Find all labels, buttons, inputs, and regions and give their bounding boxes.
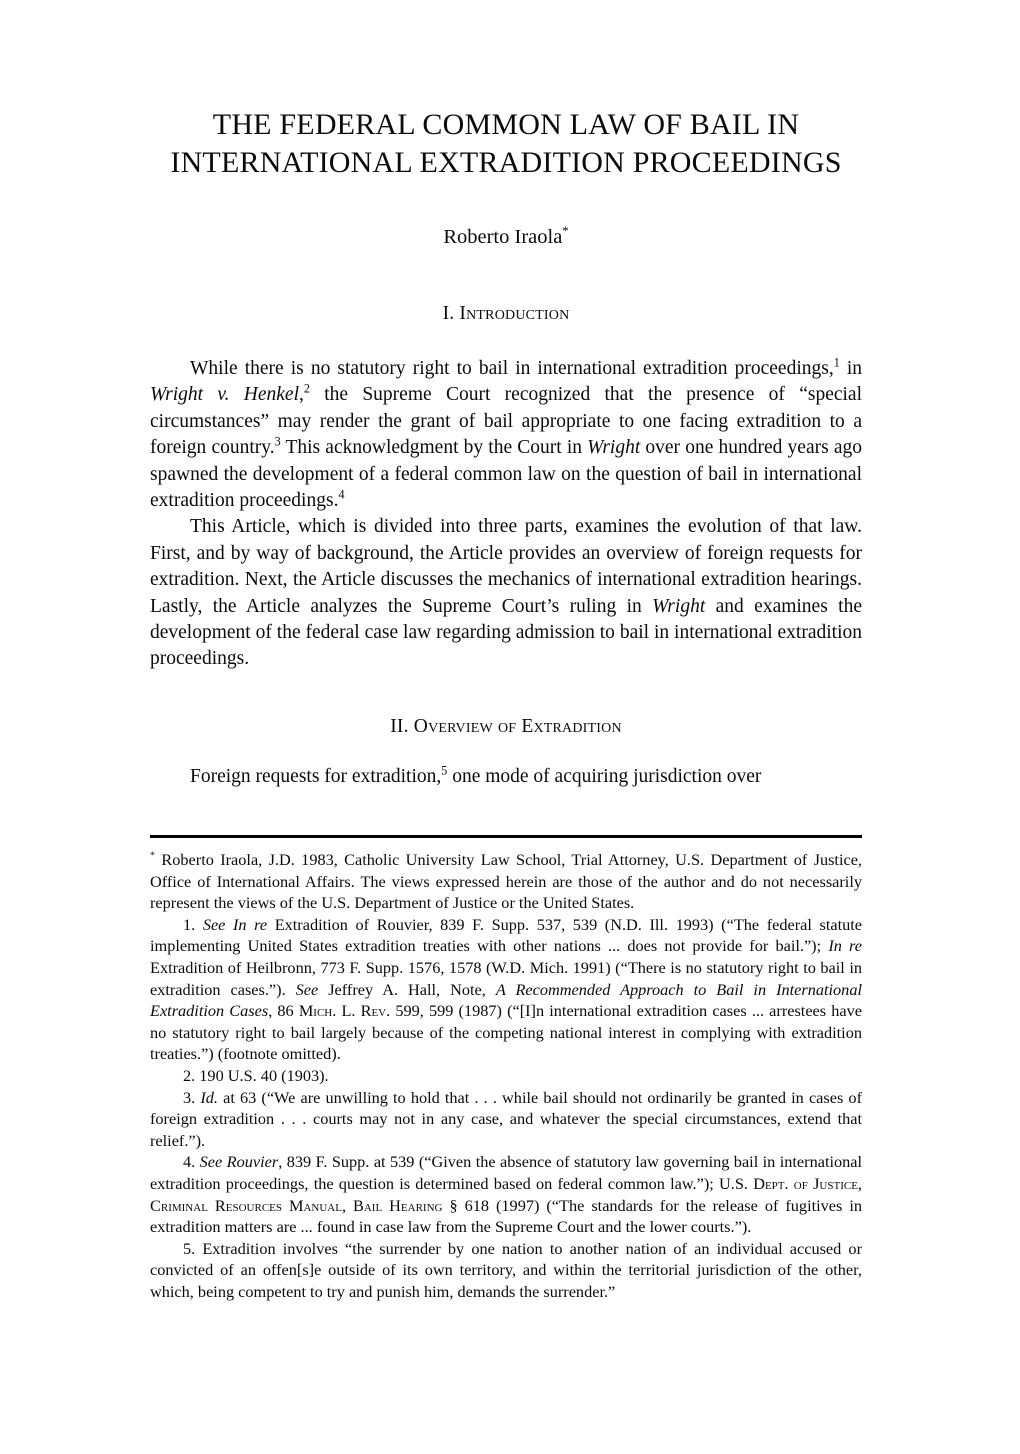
footnote-separator-rule [150, 835, 862, 838]
intro-paragraph-2: This Article, which is divided into three parts, examines the evolution of that law. First, and by way of background, the Article provides an overview of foreign requests for extradition. Next, the Article discusses the mechanics of international extradition hearings. Lastly, the Article analyzes the Supreme Court’s ruling in Wright and examines the development of the federal case law regarding admission to bail in international extradition proceedings. [150, 516, 863, 670]
overview-paragraph-1: Foreign requests for extradition,$^5$ one mode of acquiring jurisdiction over [190, 763, 762, 787]
overview-body [150, 764, 862, 790]
article-title-line2: INTERNATIONAL EXTRADITION PROCEEDINGS [170, 146, 842, 179]
introduction-body [150, 356, 862, 673]
footnotes-section [150, 849, 862, 1302]
footnote-3: 3. Id. at 63 (“We are unwilling to hold that . . . while bail should not ordinarily be granted in cases of foreign extradition . . . courts may not in any case, and whatever the special circumstances, extend that relief.”). [150, 1087, 862, 1150]
footnote-star: * Roberto Iraola, J.D. 1983, Catholic University Law School, Trial Attorney, U.S. Department of Justice, Office of International Affairs. The views expressed herein are those of the author and do not necessarily represent the views of the U.S. Department of Justice or the United States. [150, 850, 862, 913]
footnote-1: 1. See In re Extradition of Rouvier, 839 F. Supp. 537, 539 (N.D. Ill. 1993) (“The federal statute implementing United States extradition treaties with other nations ... does not provide for bail.”); In re Extradition of Heilbronn, 773 F. Supp. 1576, 1578 (W.D. Mich. 1991) (“There is no statutory right to bail in extradition cases.”). See Jeffrey A. Hall, Note, A Recommended Approach to Bail in International Extradition Cases, 86 Mich. L. Rev. 599, 599 (1987) (“[I]n international extradition cases ... arrestees have no statutory right to bail largely because of the competing national interest in complying with extradition treaties.”) (footnote omitted). [150, 914, 863, 1064]
author-byline: Roberto Iraola* [443, 224, 569, 248]
section-heading-overview: II. Overview of Extradition [390, 716, 622, 737]
intro-paragraph-1: While there is no statutory right to bail in international extradition proceedings,$^1$ in Wright v. Henkel,$^2$ the Supreme Court recognized that the presence of “special circumstances” may render the grant of bail appropriate to one facing extradition to a foreign country.$^3$ This acknowledgment by the Court in Wright over one hundred years ago spawned the development of a federal common law on the question of bail in international extradition proceedings.$^4$ [150, 355, 862, 512]
article-title-line1: THE FEDERAL COMMON LAW OF BAIL IN [212, 108, 800, 141]
article-title [150, 106, 862, 182]
footnote-2: 2. 190 U.S. 40 (1903). [183, 1065, 329, 1085]
footnote-4: 4. See Rouvier, 839 F. Supp. at 539 (“Given the absence of statutory law governing bail in international extradition proceedings, the question is determined based on federal common law.”); U.S. Dept. of Justice, Criminal Resources Manual, Bail Hearing § 618 (1997) (“The standards for the release of fugitives in extradition matters are ... found in case law from the Supreme Court and the lower courts.”). [150, 1152, 863, 1237]
footnote-5: 5. Extradition involves “the surrender by one nation to another nation of an individual accused or convicted of an offen[s]e outside of its own territory, and within the territorial jurisdiction of the other, which, being competent to try and punish him, demands the surrender.” [150, 1238, 862, 1301]
section-heading-introduction: I. Introduction [442, 303, 570, 324]
